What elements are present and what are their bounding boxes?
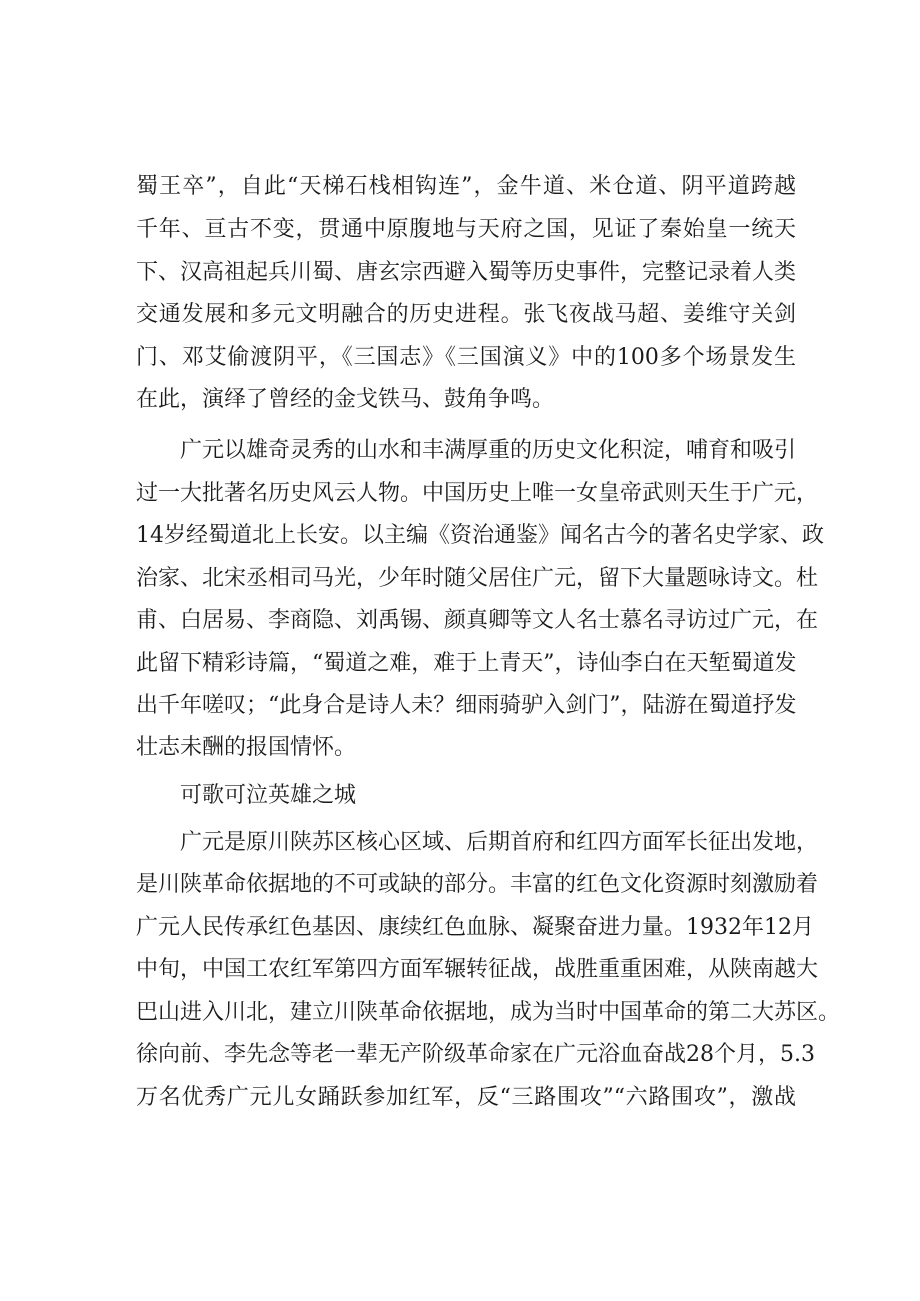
text-line: 蜀王卒”，自此“天梯石栈相钩连”，金牛道、米仓道、阴平道跨越	[136, 174, 796, 199]
text-line: 是川陕革命依据地的不可或缺的部分。丰富的红色文化资源时刻激励着	[136, 872, 819, 897]
text-line: 广元以雄奇灵秀的山水和丰满厚重的历史文化积淀，哺育和吸引	[180, 438, 797, 463]
text-line: 在此，演绎了曾经的金戈铁马、鼓角争鸣。	[136, 387, 555, 412]
text-line: 万名优秀广元儿女踊跃参加红军，反“三路围攻”“六路围攻”，激战	[136, 1085, 796, 1110]
text-line: 14岁经蜀道北上长安。以主编《资治通鉴》闻名古今的著名史学家、政	[136, 523, 824, 548]
text-line: 下、汉高祖起兵川蜀、唐玄宗西避入蜀等历史事件，完整记录着人类	[136, 260, 797, 285]
text-line: 千年、亘古不变，贯通中原腹地与天府之国，见证了秦始皇一统天	[136, 217, 796, 242]
text-line: 治家、北宋丞相司马光，少年时随父居住广元，留下大量题咏诗文。杜	[136, 566, 819, 591]
text-line: 出千年嗟叹；“此身合是诗人未？细雨骑驴入剑门”，陆游在蜀道抒发	[136, 693, 797, 718]
text-line: 广元是原川陕苏区核心区域、后期首府和红四方面军长征出发地，	[180, 830, 819, 855]
text-line: 此留下精彩诗篇，“蜀道之难，难于上青天”，诗仙李白在天堑蜀道发	[136, 651, 797, 676]
text-line: 广元人民传承红色基因、康续红色血脉、凝聚奋进力量。1932年12月	[136, 915, 814, 940]
text-line: 过一大批著名历史风云人物。中国历史上唯一女皇帝武则天生于广元，	[136, 481, 819, 506]
section-heading: 可歌可泣英雄之城	[180, 783, 357, 808]
text-line: 交通发展和多元文明融合的历史进程。张飞夜战马超、姜维守关剑	[136, 302, 796, 327]
text-line: 中旬，中国工农红军第四方面军辗转征战，战胜重重困难，从陕南越大	[136, 957, 819, 982]
text-line: 巴山进入川北，建立川陕革命依据地，成为当时中国革命的第二大苏区。	[136, 1000, 841, 1025]
text-line: 甫、白居易、李商隐、刘禹锡、颜真卿等文人名士慕名寻访过广元，在	[136, 608, 819, 633]
text-line: 壮志未酬的报国情怀。	[136, 735, 357, 760]
text-line: 徐向前、李先念等老一辈无产阶级革命家在广元浴血奋战28个月，5.3	[136, 1042, 815, 1067]
text-line: 门、邓艾偷渡阴平，《三国志》《三国演义》中的100多个场景发生	[136, 345, 796, 370]
